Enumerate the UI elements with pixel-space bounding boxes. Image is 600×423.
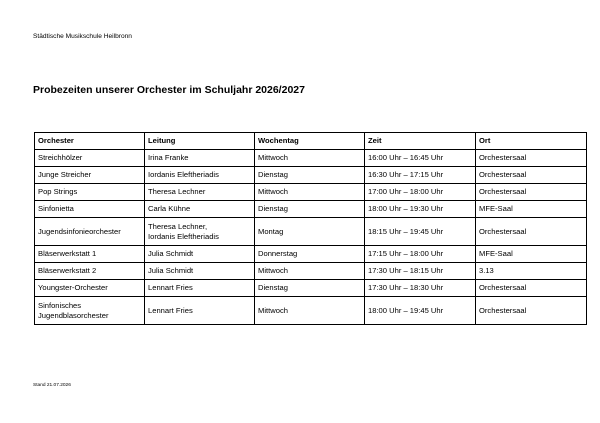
cell-weekday: Mittwoch [255,184,365,201]
cell-conductor: Julia Schmidt [145,246,255,263]
cell-orchestra: Sinfonietta [35,201,145,218]
cell-location: MFE-Saal [476,246,587,263]
table-row [35,280,587,297]
cell-location: Orchestersaal [476,150,587,167]
cell-location: Orchestersaal [476,167,587,184]
rehearsal-table [34,132,587,325]
cell-time: 18:00 Uhr – 19:45 Uhr [365,297,476,325]
cell-conductor: Carla Kühne [145,201,255,218]
table-row [35,201,587,218]
table-row [35,150,587,167]
table-row [35,218,587,246]
cell-location: 3.13 [476,263,587,280]
column-header-location: Ort [476,133,587,150]
organization-name: Städtische Musikschule Heilbronn [33,33,132,40]
cell-weekday: Dienstag [255,167,365,184]
cell-weekday: Mittwoch [255,263,365,280]
cell-weekday: Dienstag [255,280,365,297]
cell-weekday: Mittwoch [255,297,365,325]
cell-weekday: Dienstag [255,201,365,218]
table-row [35,167,587,184]
cell-location: Orchestersaal [476,184,587,201]
cell-weekday: Donnerstag [255,246,365,263]
cell-time: 18:15 Uhr – 19:45 Uhr [365,218,476,246]
cell-time: 17:00 Uhr – 18:00 Uhr [365,184,476,201]
table-row [35,184,587,201]
cell-time: 17:30 Uhr – 18:30 Uhr [365,280,476,297]
cell-time: 17:15 Uhr – 18:00 Uhr [365,246,476,263]
table-row [35,246,587,263]
cell-orchestra: Bläserwerkstatt 1 [35,246,145,263]
cell-conductor: Lennart Fries [145,297,255,325]
cell-orchestra: Junge Streicher [35,167,145,184]
cell-conductor: Julia Schmidt [145,263,255,280]
cell-weekday: Montag [255,218,365,246]
cell-time: 16:00 Uhr – 16:45 Uhr [365,150,476,167]
cell-conductor: Theresa Lechner, Iordanis Eleftheriadis [145,218,255,246]
column-header-weekday: Wochentag [255,133,365,150]
cell-conductor: Lennart Fries [145,280,255,297]
page-title: Probezeiten unserer Orchester im Schuljahr 2026/2027 [33,84,305,96]
cell-location: MFE-Saal [476,201,587,218]
cell-orchestra: Youngster-Orchester [35,280,145,297]
table-header-row [35,133,587,150]
cell-location: Orchestersaal [476,280,587,297]
cell-conductor: Irina Franke [145,150,255,167]
cell-orchestra: Pop Strings [35,184,145,201]
cell-conductor: Theresa Lechner [145,184,255,201]
cell-time: 18:00 Uhr – 19:30 Uhr [365,201,476,218]
cell-location: Orchestersaal [476,218,587,246]
cell-time: 16:30 Uhr – 17:15 Uhr [365,167,476,184]
cell-orchestra: Bläserwerkstatt 2 [35,263,145,280]
column-header-time: Zeit [365,133,476,150]
cell-orchestra: Streichhölzer [35,150,145,167]
cell-time: 17:30 Uhr – 18:15 Uhr [365,263,476,280]
column-header-conductor: Leitung [145,133,255,150]
cell-location: Orchestersaal [476,297,587,325]
footer-date: Stand 21.07.2026 [33,383,71,388]
cell-weekday: Mittwoch [255,150,365,167]
column-header-orchestra: Orchester [35,133,145,150]
cell-orchestra: Sinfonisches Jugendblasorchester [35,297,145,325]
cell-orchestra: Jugendsinfonieorchester [35,218,145,246]
table-row [35,297,587,325]
cell-conductor: Iordanis Eleftheriadis [145,167,255,184]
table-row [35,263,587,280]
